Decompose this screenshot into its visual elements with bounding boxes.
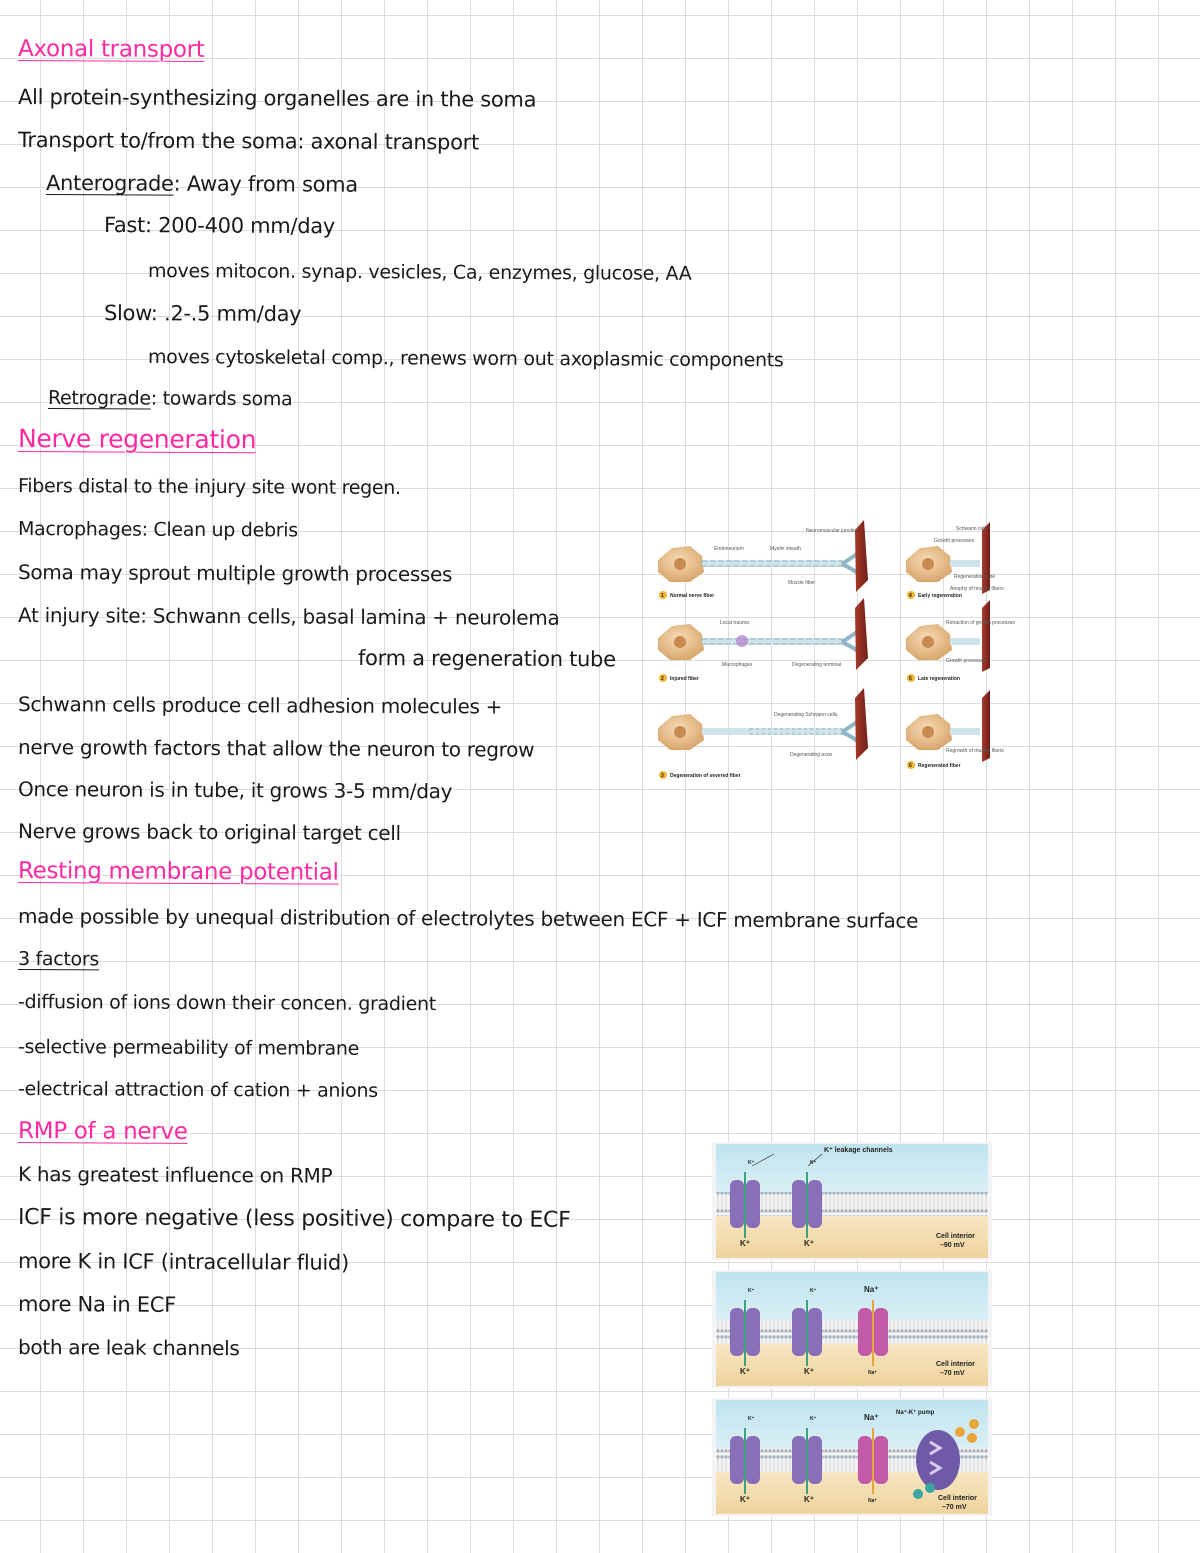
anterograde-label: Anterograde [45,171,174,196]
k-icf-1a: K⁺ [740,1239,750,1248]
factor-3: -electrical attraction of cation + anions [17,1078,378,1102]
retrograde-line [48,385,293,412]
rmp-nerve-line-3: more K in ICF (intracellular fluid) [17,1249,349,1275]
rmp-heading: Resting membrane potential [17,858,339,886]
rmp-line-1: made possible by unequal distribution of electrolytes between ECF + ICF membrane surface [17,904,919,933]
step-5: 5 [909,676,912,682]
fast-rate: Fast: 200-400 mm/day [103,213,336,239]
label-growth-proc-2: Growth processes [946,658,987,664]
label-atrophy: Atrophy of muscle fibers [950,586,1004,592]
mv-2: –70 mV [940,1370,965,1377]
regen-line-8: Once neuron is in tube, it grows 3-5 mm/day [17,777,453,804]
membrane-channels-figure [712,1142,992,1518]
step-6: 6 [909,763,912,769]
label-muscle: Muscle fiber [788,580,815,586]
factors-label: 3 factors [17,948,100,971]
step-4: 4 [909,593,912,599]
rmp-nerve-heading: RMP of a nerve [17,1118,188,1145]
k-ecf-3a: K⁺ [748,1416,755,1422]
label-regenerated: Regenerated fiber [918,763,961,769]
regen-line-5: form a regeneration tube [357,646,616,672]
rmp-nerve-line-2: ICF is more negative (less positive) compare to ECF [17,1205,571,1233]
label-k-leak: K⁺ leakage channels [824,1147,893,1154]
k-icf-2a: K⁺ [740,1367,750,1376]
label-degen-terminal: Degenerating terminal [792,662,842,668]
k-ecf-2b: K⁺ [810,1288,817,1294]
fast-detail: moves mitocon. synap. vesicles, Ca, enzymes, glucose, AA [147,260,692,285]
label-trauma: Local trauma [720,620,749,626]
label-growth-proc: Growth processes [934,538,975,544]
degeneration-diagram [658,688,868,760]
na-icf-2: Na⁺ [868,1370,878,1376]
label-early: Early regeneration [918,593,962,599]
label-schwann: Schwann cells [956,526,988,532]
label-retraction: Retraction of growth processes [946,620,1015,626]
k-ecf-3b: K⁺ [810,1416,817,1422]
label-regrowth: Regrowth of muscle fibers [946,748,1004,754]
mv-3: –70 mV [942,1504,967,1511]
factor-1: -diffusion of ions down their concen. gradient [17,991,437,1016]
k-icf-3a: K⁺ [740,1495,750,1504]
regen-line-2: Macrophages: Clean up debris [17,518,298,542]
anterograde-text: : Away from soma [173,171,358,197]
rmp-nerve-line-4: more Na in ECF [17,1292,177,1317]
anterograde-line [46,170,358,198]
label-degen-schwann: Degenerating Schwann cells [774,712,838,718]
regen-line-1: Fibers distal to the injury site wont regen. [17,475,401,500]
na-ecf-2: Na⁺ [864,1285,879,1294]
label-late: Late regeneration [918,676,960,682]
regen-heading: Nerve regeneration [17,424,257,455]
step-3: 3 [661,773,664,779]
axonal-heading: Axonal transport [17,36,205,63]
label-injured: Injured fiber [670,676,699,682]
regen-line-7: nerve growth factors that allow the neuron to regrow [17,735,535,762]
label-regen-tube: Regeneration tube [954,574,996,580]
mv-1: –90 mV [940,1242,965,1249]
k-ecf-1b: K⁺ [810,1160,817,1166]
retrograde-label: Retrograde [47,387,151,410]
step-1: 1 [661,593,664,599]
regen-line-4: At injury site: Schwann cells, basal lamina + neurolema [17,603,560,630]
axonal-line-1: All protein-synthesizing organelles are in the soma [17,85,537,112]
early-regeneration-diagram [906,522,990,594]
label-pump: Na⁺-K⁺ pump [896,1410,935,1416]
axonal-line-2: Transport to/from the soma: axonal transport [17,128,480,155]
k-icf-1b: K⁺ [804,1239,814,1248]
k-ecf-1a: K⁺ [748,1160,755,1166]
slow-detail: moves cytoskeletal comp., renews worn out axoplasmic components [147,346,784,372]
label-endoneurium: Endoneurium [714,546,744,552]
slow-rate: Slow: .2-.5 mm/day [103,301,302,327]
label-degen-axon: Degenerating axon [790,752,833,758]
regen-line-6: Schwann cells produce cell adhesion molecules + [17,692,503,719]
label-macro: Macrophages [722,662,753,668]
label-degeneration: Degeneration of severed fiber [670,773,741,779]
interior-2: Cell interior [936,1361,975,1368]
k-icf-3b: K⁺ [804,1495,814,1504]
rmp-nerve-line-1: K has greatest influence on RMP [17,1162,333,1188]
interior-3: Cell interior [938,1495,977,1502]
k-icf-2b: K⁺ [804,1367,814,1376]
label-nmj: Neuromuscular junction [806,528,859,534]
rmp-nerve-line-5: both are leak channels [17,1335,240,1361]
nerve-regeneration-figure [650,520,1015,800]
k-ecf-2a: K⁺ [748,1288,755,1294]
interior-1: Cell interior [936,1233,975,1240]
injured-fiber-diagram [658,598,868,670]
retrograde-text: : towards soma [150,387,293,411]
step-2: 2 [661,676,664,682]
label-myelin: Myelin sheath [770,546,801,552]
na-icf-3: Na⁺ [868,1498,878,1504]
regen-line-9: Nerve grows back to original target cell [17,819,401,846]
label-normal: Normal nerve fiber [670,593,715,599]
na-ecf-3: Na⁺ [864,1413,879,1422]
factor-2: -selective permeability of membrane [17,1036,360,1060]
regen-line-3: Soma may sprout multiple growth processes [17,560,453,587]
